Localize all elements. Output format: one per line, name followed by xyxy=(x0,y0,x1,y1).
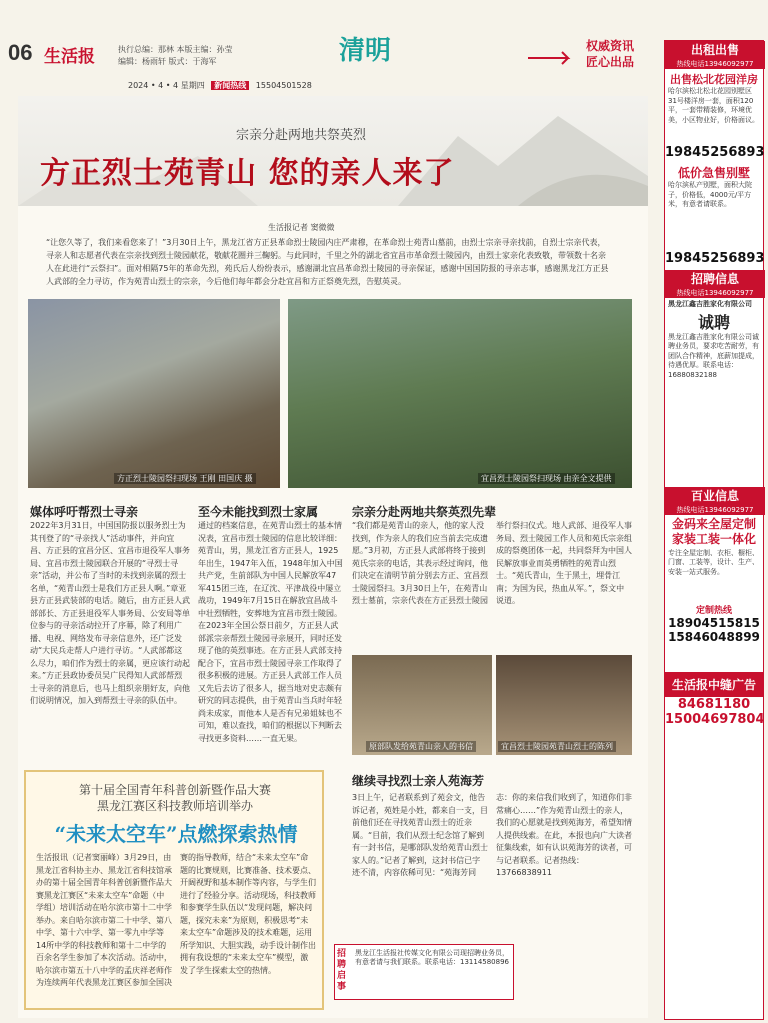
jobs-text: 黑龙江鑫吉胜家化有限公司诚聘业务员，要求吃苦耐劳，有团队合作精神，底薪加提成，待遇优厚。联系电话：16880832188 xyxy=(668,332,759,379)
science-title xyxy=(40,782,310,814)
photo-exhibit xyxy=(496,655,632,755)
photo-letter xyxy=(352,655,492,755)
dateline xyxy=(128,80,548,94)
sidebar-header: 招聘信息 xyxy=(665,270,765,288)
classifieds-sidebar xyxy=(664,40,764,1020)
sidebar-header: 出租出售 xyxy=(665,41,765,59)
slogan xyxy=(586,38,666,70)
photo-caption: 宜昌烈士陵园祭扫现场 由亲全文提供 xyxy=(478,473,615,484)
date: 2024 • 4 • 4 星期四 xyxy=(128,81,205,90)
recruit-ad xyxy=(334,944,514,1000)
slogan-line: 匠心出品 xyxy=(586,55,635,69)
urgent-phone: 19845256893 xyxy=(665,251,765,266)
company-name: 黑龙江鑫吉胜家化有限公司 xyxy=(668,300,752,308)
section-title: 清明 xyxy=(338,36,391,66)
article-byline: 生活报记者 窦微微 xyxy=(268,223,335,232)
science-body: 生活报讯（记者窦丽峰）3月29日，由黑龙江省科协主办、黑龙江省科技馆承办的第十届全国青年科普创新暨作品大赛黑龙江赛区“未来太空车”命题（中学组）培训活动在哈尔滨市第十二中学举办。来自哈尔滨市第二十中学、第八中学、第十六中学、第一零九中学等14所中学的科技教师和第十二中学的百余名学生参加了本次活动。活动中，哈尔滨市第五十八中学的孟庆祥老师作为连续两年代表黑龙江赛区参加全国决赛的指导教师，结合“未来太空车”命题的比赛规则，比赛准备、技术要点、开阔视野和基本制作等内容，与学生们进行了经验分享。活动现场，科技教师和参赛学生队伍以“发现问题，解决问题，探究未来”为原则，积极思考“未来太空车”命题涉及的技术难题，运用所学知识、大胆实践，动手设计制作出拥有我设想的“未来太空车”模型，激发了学生探索太空的热情。 xyxy=(36,853,316,987)
urgent-text: 哈尔滨私产别墅，面积大院子，价格低，4000元/平方米，有意者请联系。 xyxy=(668,181,752,208)
sidebar-header: 百业信息 xyxy=(665,487,765,505)
article-lead: “让您久等了，我们来看您来了！”3月30日上午，黑龙江省方正县革命烈士陵园内庄严肃穆，在革命烈士苑青山墓前，由烈士宗亲寻亲找前，自烈士宗亲代表，寻亲人和志愿者代表在宗亲找到烈士陵园献花，敬献花圈并三鞠躬。与此同时，千里之外的湖北省宜昌市革命烈士陵园内，由烈士家亲化表致敬，带领数十名亲人在此进行“云祭扫”。面对相隔75年的革命先烈，苑氏后人纷纷表示，感谢湖北宜昌革命烈士陵园的寻亲保证，感谢中国国防报的寻亲志事，感谢黑龙江方正县人武部的全力寻访，作为苑青山烈士的宗亲，今后他们每年都会分赴宜昌和方正祭奠先烈，告慰英灵。 xyxy=(46,238,609,286)
sidebar-phone-bar: 热线电话13946092977 xyxy=(665,505,765,515)
rental-phone: 19845256893 xyxy=(665,145,765,160)
jobs-title: 诚聘 xyxy=(697,312,730,332)
section-heading: 至今未能找到烈士家属 xyxy=(198,505,319,519)
ad-text: 黑龙江生活报社传媒文化有限公司现招聘业务员，有意者请与我们联系。联系电话：13114580896 xyxy=(355,949,509,966)
credits-line: 编辑：杨雨轩 版式：于海军 xyxy=(118,57,217,66)
science-title-line: 黑龙江赛区科技教师培训举办 xyxy=(96,799,253,813)
bottom-ad-title: 生活报中缝广告 xyxy=(665,672,763,697)
photo-yichang-ceremony xyxy=(288,299,632,488)
urgent-title: 低价急售别墅 xyxy=(677,166,750,180)
rental-ad-text: 哈尔滨松北松北花园别墅区31号楼洋房一套，面积120平，一套带精装修，环境优美，小区物业好，价格面议。 xyxy=(668,87,759,124)
slogan-line: 权威资讯 xyxy=(586,39,635,53)
section-body: 3日上午，记者联系到了苑会文，他告诉记者，苑姓是小姓，都来自一支，目前他们还在寻找苑青山烈士的近亲属。“目前，我们从烈士纪念馆了解到有一封书信，是哪部队发给苑青山烈士家人的。”记者了解到，这封书信已字迹不清，内容依稀可见：“苑海芳同志：你的来信我们收到了，知道你们非常痛心……”作为苑青山烈士的亲人，我们的心愿就是找到苑海芳，希望知情人提供线索。在此，本报也向广大读者征集线索，如有认识苑海芳的读者，可与记者联系。记者热线：13766838911 xyxy=(352,793,632,877)
info-label: 定制热线 xyxy=(695,605,732,616)
section-heading: 继续寻找烈士亲人苑海芳 xyxy=(352,774,485,788)
sidebar-phone-bar: 热线电话13946092977 xyxy=(665,59,765,69)
science-title-line: 第十届全国青年科普创新暨作品大赛 xyxy=(78,783,271,797)
info-phone: 18904515815 xyxy=(668,615,760,630)
section-body: 通过的档案信息，在苑青山烈士的基本情况表，宜昌市烈士陵园的信息比较详细：苑青山，男，黑龙江省方正县人，1925年出生，1947年入伍，1948年加入中国共产党，生前部队为中国人民解放军47军415团三连，在辽沈、平津战役中屡立战功，1949年7月15日在解放宜昌战斗中壮烈牺牲，安葬地为宜昌市烈士陵园。在2023年全国公祭日前夕，方正县人武部派宗亲帮烈士陵园寻亲展开，同时还发现了他的英烈事迹。在方正县人武部支持配合下，宜昌市烈士陵园寻亲工作取得了很多积极的进展。方正县人武部工作人员又先后去访了很多人，据当地对史志颇有研究的同志提供，由于苑青山当兵时年轻尚未成家，而他本人是否有兄弟姐妹也不可知，难以查找，咱们的根据以下判断去寻找更多资料……一直无果。 xyxy=(198,521,343,743)
photo-caption: 原部队发给苑青山亲人的书信 xyxy=(366,741,476,752)
bottom-ad-phone: 15004697804 xyxy=(665,711,765,727)
section-heading: 媒体呼吁帮烈士寻亲 xyxy=(30,505,139,519)
article-headline: 方正烈士苑青山 您的亲人来了 xyxy=(40,156,455,191)
section-body: “我们都是苑青山的亲人，他的家人没找到，作为亲人的我们应当前去完成遗愿。”3月初，方正县人武部将终于接到苑氏宗亲的电话，其表示经过询问，他们决定在清明节前分别去方正、宜昌烈士陵园祭扫。3月30日上午，在苑青山烈士墓前，宗亲代表在方正县烈士陵园举行祭扫仪式。地人武部、退役军人事务局、烈士陵园工作人员和苑氏宗亲组成的祭奠团体一起，共同祭拜为中国人民解放事业而英勇牺牲的苑青山烈士。“苑氏青山，生于黑土，埋骨江南；为国为民，热血从军。”，祭文中说道。 xyxy=(352,521,632,605)
credits-line: 执行总编：那林 本版主编：孙莹 xyxy=(118,45,233,54)
info-text: 专注全屋定制、衣柜、橱柜、门窗、工装等，设计、生产、安装一站式服务。 xyxy=(668,548,759,576)
bottom-ad-phone: 84681180 xyxy=(677,696,751,712)
hotline-number: 15504501528 xyxy=(255,81,312,90)
paper-name: 生活报 xyxy=(44,47,95,67)
photo-caption: 宜昌烈士陵园苑青山烈士的陈列 xyxy=(498,741,616,752)
info-title: 金码来全屋定制家装工装一体化 xyxy=(671,516,756,546)
credits xyxy=(118,44,268,68)
article-kicker: 宗亲分赴两地共祭英烈 xyxy=(236,128,367,143)
section-body: 2022年3月31日，中国国防报以服务烈士为其刊登了的“寻亲找人”活动事件，并向宜昌、方正县的宜昌分区、宜昌市退役军人事务局、宜昌市烈士陵园联合开展的“寻烈士寻亲”活动，并公布了当时的未找到亲属的烈士名单，“苑青山烈士是我们方正县人啊。”章亚县方正县武装部的电话。随后，由方正县人武部部长、方正县退役军人事务局、公安局等单位参与的寻亲活动拉开了序幕，除了利用广播、电视、网络发布寻亲信息外，还广泛发动“大民兵走帮人户进行寻访。“人武部都这么尽力，咱们作为烈士的亲属，更应该行动起来。”方正县政协委员吴广民得知人武部帮烈士寻亲的消息后，也马上组织亲朋好友，向他们说明情况，加入到帮烈士寻亲的队伍中。 xyxy=(30,521,190,705)
hotline-label: 新闻热线 xyxy=(211,81,249,90)
photo-caption: 方正烈士陵园祭扫现场 王刚 田国庆 摄 xyxy=(114,473,256,484)
rental-ad-title: 出售松北花园洋房 xyxy=(670,73,758,86)
photo-fangzheng-ceremony xyxy=(28,299,280,488)
science-headline: “未来太空车”点燃探索热情 xyxy=(54,822,298,846)
sidebar-phone-bar: 热线电话13946092977 xyxy=(665,288,765,298)
arrow-icon xyxy=(528,50,578,66)
ad-label: 招聘启事 xyxy=(337,949,347,992)
page-number: 06 xyxy=(8,40,33,65)
info-phone: 15846048899 xyxy=(668,629,760,644)
section-heading: 宗亲分赴两地共祭英烈先辈 xyxy=(352,505,497,519)
